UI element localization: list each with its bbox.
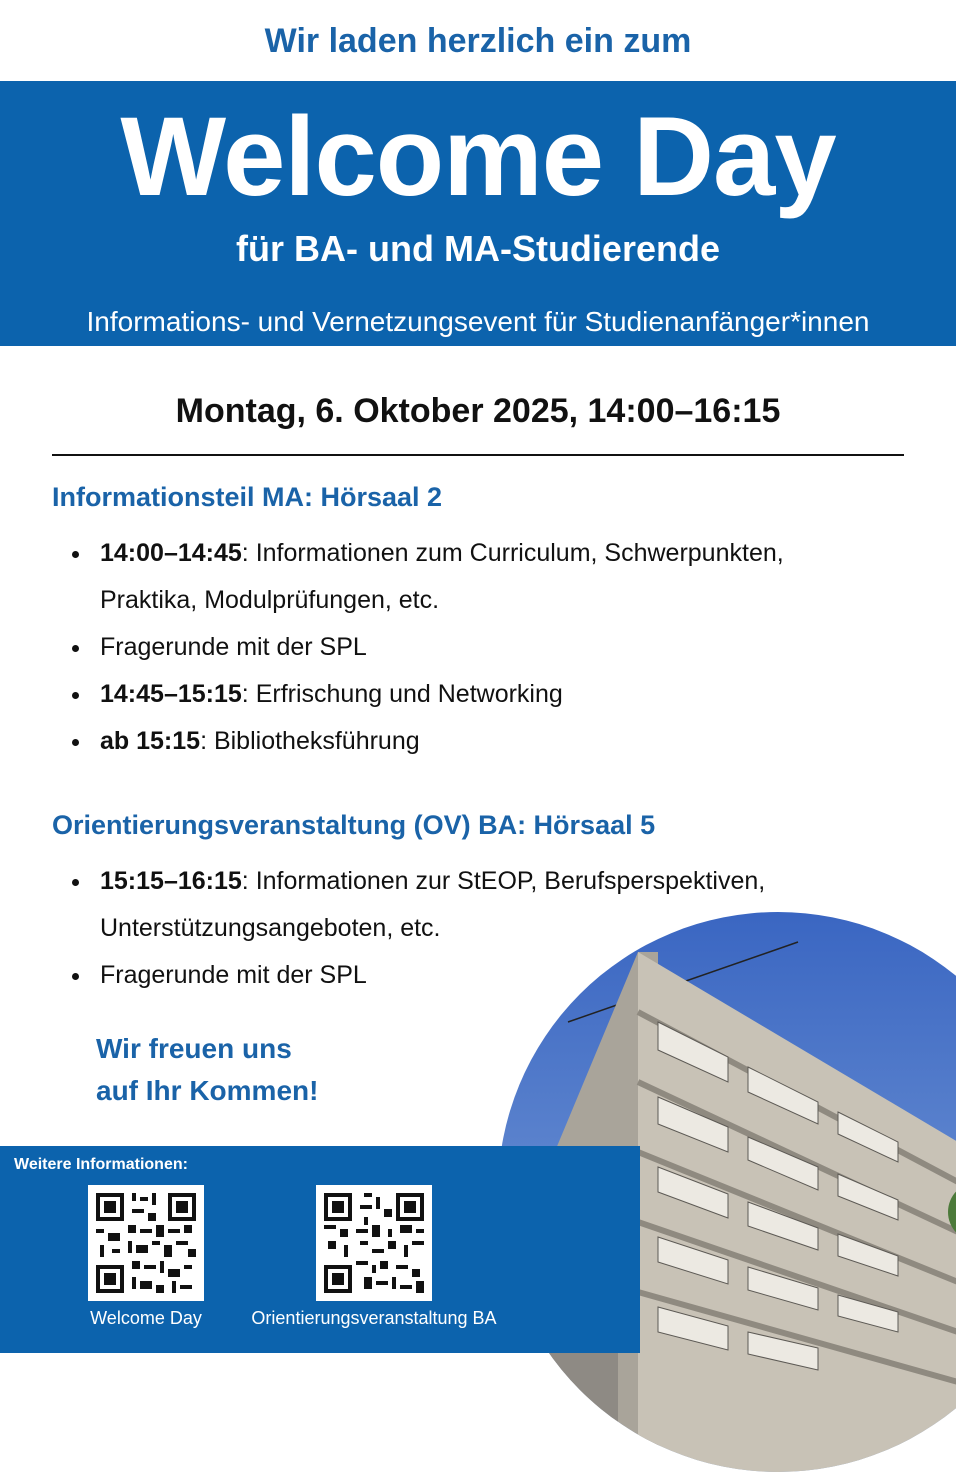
item-text: Fragerunde mit der SPL: [100, 633, 367, 661]
event-title: Welcome Day: [120, 94, 836, 219]
item-text: : Informationen zur StEOP, Berufsperspektiven,: [241, 867, 766, 895]
item-time: ab 15:15: [100, 727, 201, 755]
item-text: : Bibliotheksführung: [200, 727, 420, 755]
item-text: : Erfrischung und Networking: [241, 680, 563, 708]
section-ma-list: [52, 530, 912, 765]
item-time: 14:00–14:45: [100, 539, 242, 567]
event-subtitle: für BA- und MA-Studierende: [236, 228, 720, 269]
section-ba-heading: Orientierungsveranstaltung (OV) BA: Hörsaal 5: [52, 810, 656, 840]
closing-line-1: Wir freuen uns: [96, 1033, 292, 1064]
more-info-heading: Weitere Informationen:: [14, 1156, 188, 1173]
list-item: [52, 530, 912, 624]
section-ma-heading: Informationsteil MA: Hörsaal 2: [52, 482, 443, 512]
list-item: [52, 718, 912, 765]
item-text: Fragerunde mit der SPL: [100, 961, 367, 989]
item-time: 14:45–15:15: [100, 680, 242, 708]
qr-label-welcome-day: Welcome Day: [90, 1308, 202, 1328]
event-tagline: Informations- und Vernetzungsevent für Studienanfänger*innen: [86, 306, 870, 337]
item-text-cont: Praktika, Modulprüfungen, etc.: [100, 586, 440, 614]
list-item: [52, 624, 912, 671]
item-text: : Informationen zum Curriculum, Schwerpunkten,: [241, 539, 784, 567]
invite-line: Wir laden herzlich ein zum: [264, 22, 692, 60]
divider: [52, 454, 904, 456]
item-time: 15:15–16:15: [100, 867, 242, 895]
event-date: Montag, 6. Oktober 2025, 14:00–16:15: [175, 392, 781, 430]
closing-message: [96, 1028, 318, 1112]
item-text-cont: Unterstützungsangeboten, etc.: [100, 914, 441, 942]
qr-code-welcome-day[interactable]: [88, 1185, 204, 1301]
qr-label-ov-ba: Orientierungsveranstaltung BA: [251, 1308, 497, 1328]
closing-line-2: auf Ihr Kommen!: [96, 1075, 319, 1106]
qr-icon: [316, 1185, 432, 1301]
list-item: [52, 671, 912, 718]
qr-icon: [88, 1185, 204, 1301]
qr-code-ov-ba[interactable]: [316, 1185, 432, 1301]
